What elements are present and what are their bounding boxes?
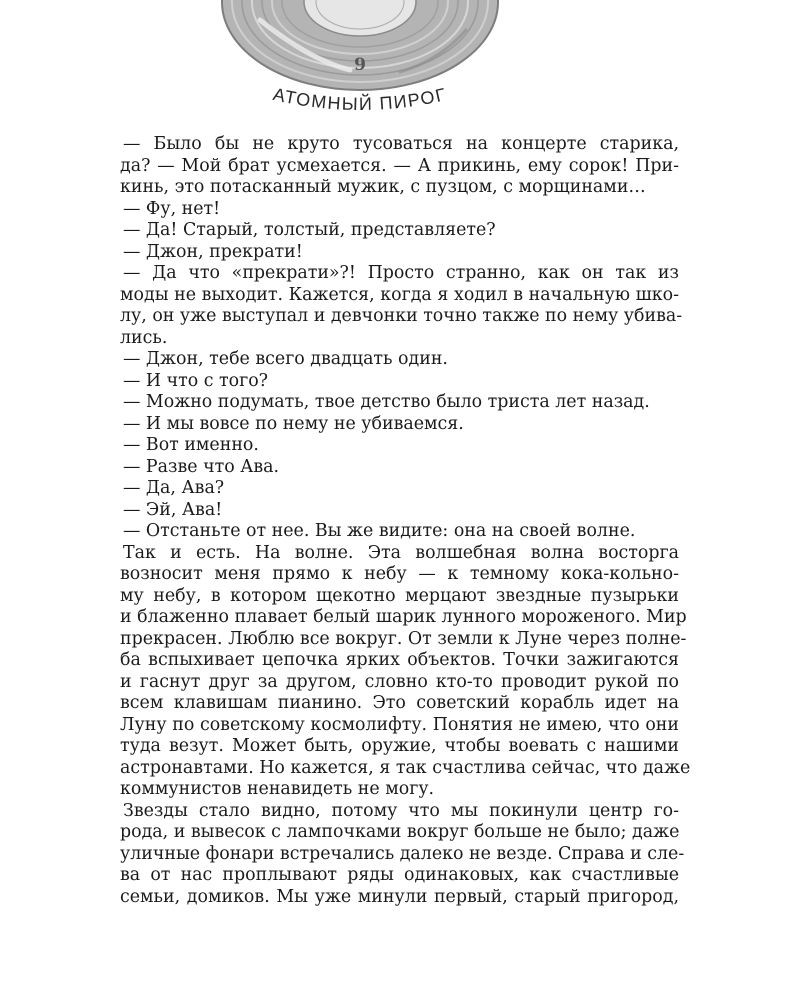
text-line: — Вот именно. (123, 435, 259, 455)
text-line: Звезды стало видно, потому что мы покинули центр го- (123, 800, 679, 821)
text-line: уличные фонари встречались далеко не везде. Справа и сле- (120, 843, 685, 864)
text-line: моды не выходит. Кажется, когда я ходил в начальную шко- (120, 284, 679, 305)
text-line: — Эй, Ава! (123, 499, 223, 520)
text-line: — Можно подумать, твое детство было триста лет назад. (123, 392, 650, 412)
text-line: туда везут. Может быть, оружие, чтобы воевать с нашими (120, 736, 679, 756)
text-line: Так и есть. На волне. Эта волшебная волна восторга (123, 542, 679, 563)
text-line: — Отстаньте от нее. Вы же видите: она на своей волне. (123, 521, 636, 541)
chapter-title: АТОМНЫЙ ПИРОГ (271, 84, 449, 115)
text-line: семьи, домиков. Мы уже минули первый, старый пригород, (120, 886, 679, 907)
text-line: и блаженно плавает белый шарик лунного мороженого. Мир (120, 607, 687, 627)
text-line: — Фу, нет! (123, 198, 221, 219)
vinyl-record-icon (200, 0, 520, 125)
text-line: лись. (120, 327, 168, 348)
chapter-header (200, 0, 520, 125)
text-line: кинь, это потасканный мужик, с пузцом, с морщинами… (120, 177, 646, 197)
text-line: — Было бы не круто тусоваться на концерте старика, (123, 134, 679, 154)
text-line: — Да! Старый, толстый, представляете? (123, 220, 496, 240)
text-line: — Разве что Ава. (123, 456, 280, 477)
chapter-number: 9 (354, 55, 366, 75)
text-line: коммунистов ненавидеть не могу. (120, 779, 435, 799)
text-line: всем клавишам пианино. Это советский корабль идет на (120, 693, 679, 713)
text-line: — Да что «прекрати»?! Просто странно, как он так из (123, 263, 679, 283)
text-line: астронавтами. Но кажется, я так счастлива сейчас, что даже (120, 757, 691, 778)
text-line: и гаснут друг за другом, словно кто-то проводит рукой по (120, 671, 679, 692)
text-line: му небу, в котором щекотно мерцают звездные пузырьки (120, 585, 679, 606)
text-line: — Джон, тебе всего двадцать один. (123, 349, 448, 369)
text-line: возносит меня прямо к небу — к темному кока-кольно- (120, 564, 679, 584)
text-line: — И что с того? (123, 370, 268, 391)
body-text (120, 134, 691, 908)
text-line: — Джон, прекрати! (123, 241, 303, 262)
text-line: — Да, Ава? (123, 478, 225, 498)
text-line: рода, и вывесок с лампочками вокруг больше не было; даже (120, 822, 680, 842)
text-line: ва от нас проплывают ряды одинаковых, как счастливые (120, 865, 679, 885)
text-line: прекрасен. Люблю все вокруг. От земли к Луне через полне- (120, 628, 687, 649)
text-line: лу, он уже выступал и девчонки точно также по нему убива- (120, 306, 683, 326)
text-line: — И мы вовсе по нему не убиваемся. (123, 413, 464, 434)
text-line: Луну по советскому космолифту. Понятия не имею, что они (120, 714, 679, 735)
text-line: да? — Мой брат усмехается. — А прикинь, ему сорок! При- (120, 155, 679, 176)
text-line: ба вспыхивает цепочка ярких объектов. Точки зажигаются (120, 650, 679, 670)
